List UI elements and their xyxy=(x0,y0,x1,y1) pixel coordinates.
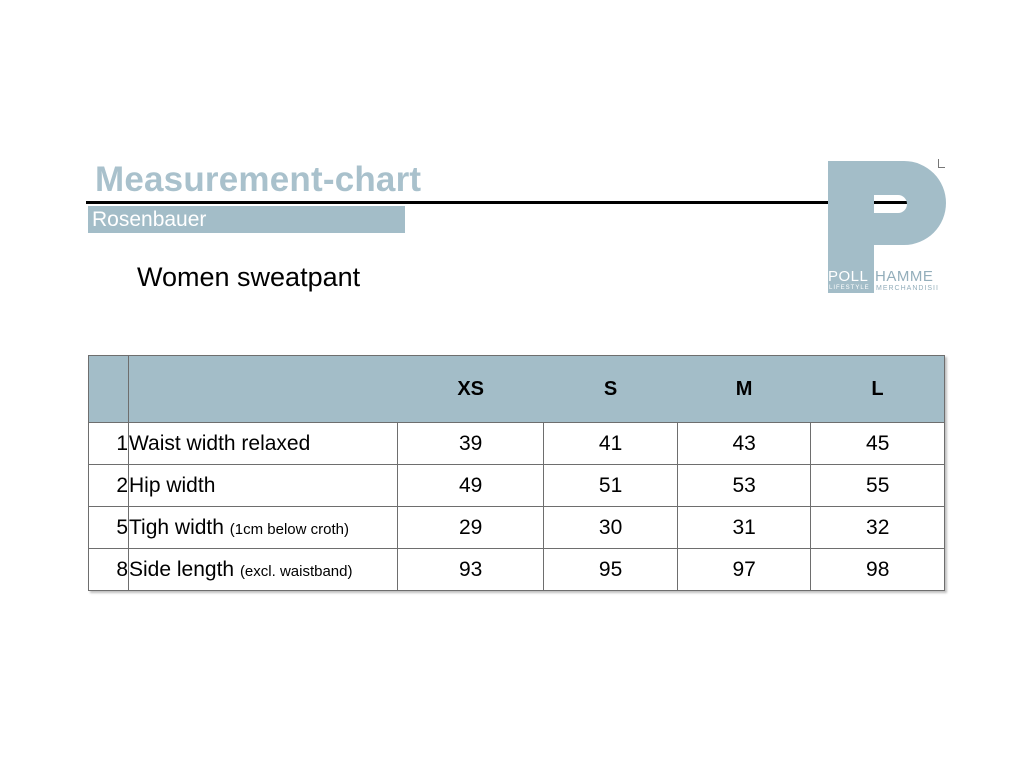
header-label-cell xyxy=(129,356,398,423)
table-row xyxy=(89,549,945,591)
logo-word-right: HAMME xyxy=(875,268,934,285)
row-number: 1 xyxy=(89,423,129,465)
table-row xyxy=(89,423,945,465)
row-label xyxy=(129,423,398,465)
row-number: 8 xyxy=(89,549,129,591)
client-name: Rosenbauer xyxy=(88,206,405,233)
row-value: 93 xyxy=(398,549,544,591)
row-value: 53 xyxy=(677,465,811,507)
measurement-table xyxy=(88,355,945,591)
header-number-cell xyxy=(89,356,129,423)
row-label-text: Tigh width xyxy=(129,515,224,539)
table-row xyxy=(89,465,945,507)
row-value: 95 xyxy=(544,549,678,591)
size-header: M xyxy=(677,356,811,423)
row-value: 31 xyxy=(677,507,811,549)
row-number: 2 xyxy=(89,465,129,507)
chart-title: Measurement-chart xyxy=(95,160,422,199)
row-value: 49 xyxy=(398,465,544,507)
row-label xyxy=(129,549,398,591)
row-value: 97 xyxy=(677,549,811,591)
row-note: (1cm below croth) xyxy=(229,520,349,538)
logo-tag-left: LIFESTYLE xyxy=(829,285,870,291)
row-value: 30 xyxy=(544,507,678,549)
row-value: 39 xyxy=(398,423,544,465)
corner-mark-icon xyxy=(938,159,945,168)
row-label-text: Hip width xyxy=(129,473,216,497)
title-divider xyxy=(86,201,942,204)
row-number: 5 xyxy=(89,507,129,549)
logo-word-left: POLL xyxy=(828,268,869,285)
table-row xyxy=(89,507,945,549)
pollhammer-logo xyxy=(826,155,950,295)
size-header: L xyxy=(811,356,945,423)
row-label xyxy=(129,465,398,507)
row-label-text: Waist width relaxed xyxy=(129,431,311,455)
size-header: S xyxy=(544,356,678,423)
logo-tag-right: MERCHANDISII xyxy=(876,285,939,292)
table-header-row xyxy=(89,356,945,423)
row-value: 45 xyxy=(811,423,945,465)
row-note: (excl. waistband) xyxy=(239,562,353,580)
row-value: 51 xyxy=(544,465,678,507)
product-name: Women sweatpant xyxy=(137,262,361,292)
row-value: 29 xyxy=(398,507,544,549)
row-label-text: Side length xyxy=(129,557,235,581)
size-header: XS xyxy=(398,356,544,423)
row-value: 55 xyxy=(811,465,945,507)
row-value: 41 xyxy=(544,423,678,465)
row-value: 43 xyxy=(677,423,811,465)
row-value: 32 xyxy=(811,507,945,549)
row-label xyxy=(129,507,398,549)
row-value: 98 xyxy=(811,549,945,591)
